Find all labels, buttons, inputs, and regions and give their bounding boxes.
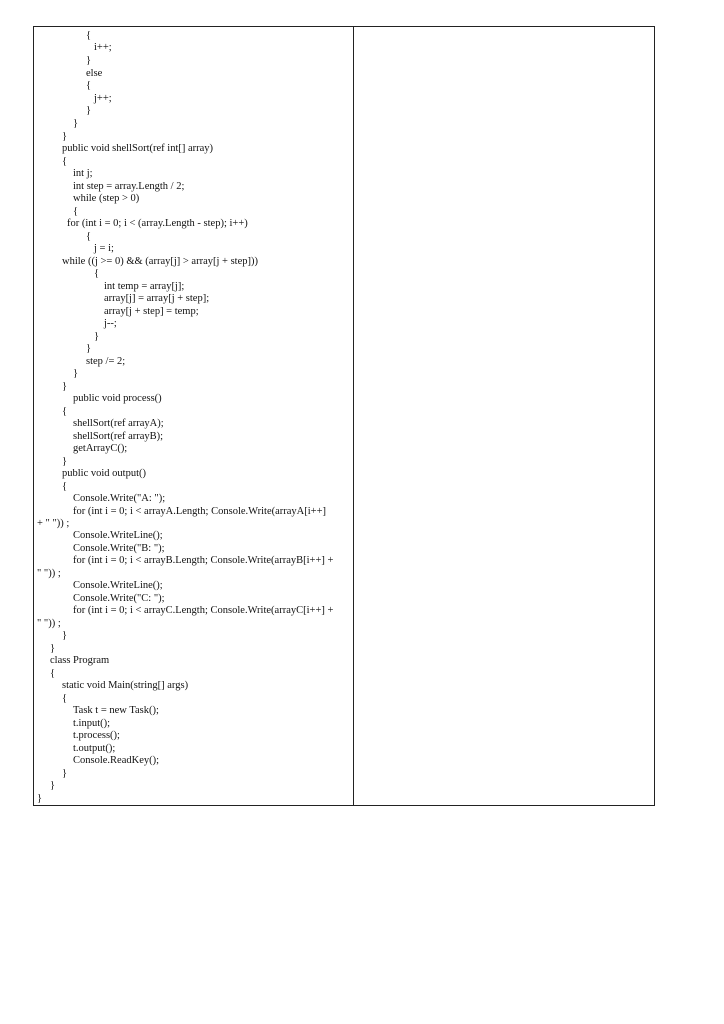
code-line: j++; xyxy=(94,93,112,104)
code-line: } xyxy=(50,643,56,654)
code-line: } xyxy=(73,118,79,129)
code-line: getArrayC(); xyxy=(73,443,128,454)
code-line: { xyxy=(62,693,68,704)
code-line: t.output(); xyxy=(73,743,116,754)
code-line: Console.Write("A: "); xyxy=(73,493,166,504)
code-line: static void Main(string[] args) xyxy=(62,680,189,691)
code-line: while (step > 0) xyxy=(73,193,140,204)
code-line: int step = array.Length / 2; xyxy=(73,181,185,192)
code-line: { xyxy=(86,30,92,41)
code-table xyxy=(33,26,655,806)
code-line: t.input(); xyxy=(73,718,111,729)
code-line: { xyxy=(50,668,56,679)
code-line: j--; xyxy=(104,318,117,329)
code-line: } xyxy=(86,343,92,354)
code-line: public void shellSort(ref int[] array) xyxy=(62,143,214,154)
code-line: public void output() xyxy=(62,468,146,479)
code-line: public void process() xyxy=(73,393,162,404)
code-line: shellSort(ref arrayB); xyxy=(73,431,164,442)
code-cell xyxy=(34,27,353,805)
code-line: shellSort(ref arrayA); xyxy=(73,418,164,429)
code-line: } xyxy=(62,456,68,467)
code-line: j = i; xyxy=(94,243,114,254)
code-line: } xyxy=(86,105,92,116)
code-line: Console.Write("C: "); xyxy=(73,593,165,604)
code-line: Console.Write("B: "); xyxy=(73,543,165,554)
code-line: { xyxy=(86,231,92,242)
code-line: for (int i = 0; i < arrayA.Length; Console.Write(arrayA[i++] xyxy=(73,506,327,517)
code-line: { xyxy=(62,156,68,167)
code-line: } xyxy=(73,368,79,379)
code-line: Task t = new Task(); xyxy=(73,705,159,716)
code-line: while ((j >= 0) && (array[j] > array[j + step])) xyxy=(62,256,258,267)
code-line: " ")) ; xyxy=(37,618,61,629)
empty-cell xyxy=(354,27,654,805)
code-line: } xyxy=(62,131,68,142)
code-line: else xyxy=(86,68,103,79)
code-line: i++; xyxy=(94,42,112,53)
code-line: } xyxy=(62,381,68,392)
code-line: for (int i = 0; i < arrayB.Length; Console.Write(arrayB[i++] + xyxy=(73,555,334,566)
code-line: Console.ReadKey(); xyxy=(73,755,160,766)
code-line: } xyxy=(62,630,68,641)
code-line: { xyxy=(62,406,68,417)
code-line: for (int i = 0; i < arrayC.Length; Console.Write(arrayC[i++] + xyxy=(73,605,334,616)
code-line: class Program xyxy=(50,655,110,666)
code-line: step /= 2; xyxy=(86,356,126,367)
code-line: Console.WriteLine(); xyxy=(73,530,163,541)
code-line: array[j] = array[j + step]; xyxy=(104,293,210,304)
code-line: { xyxy=(94,268,100,279)
code-line: for (int i = 0; i < (array.Length - step); i++) xyxy=(67,218,248,229)
code-line: + " ")) ; xyxy=(37,518,70,529)
code-line: Console.WriteLine(); xyxy=(73,580,163,591)
code-line: } xyxy=(50,780,56,791)
code-line: } xyxy=(37,793,43,804)
code-line: t.process(); xyxy=(73,730,120,741)
code-line: int j; xyxy=(73,168,93,179)
code-line: int temp = array[j]; xyxy=(104,281,185,292)
code-line: } xyxy=(62,768,68,779)
code-line: } xyxy=(94,331,100,342)
code-line: array[j + step] = temp; xyxy=(104,306,199,317)
code-line: { xyxy=(73,206,79,217)
code-line: { xyxy=(86,80,92,91)
code-line: { xyxy=(62,481,68,492)
code-line: " ")) ; xyxy=(37,568,61,579)
code-line: } xyxy=(86,55,92,66)
